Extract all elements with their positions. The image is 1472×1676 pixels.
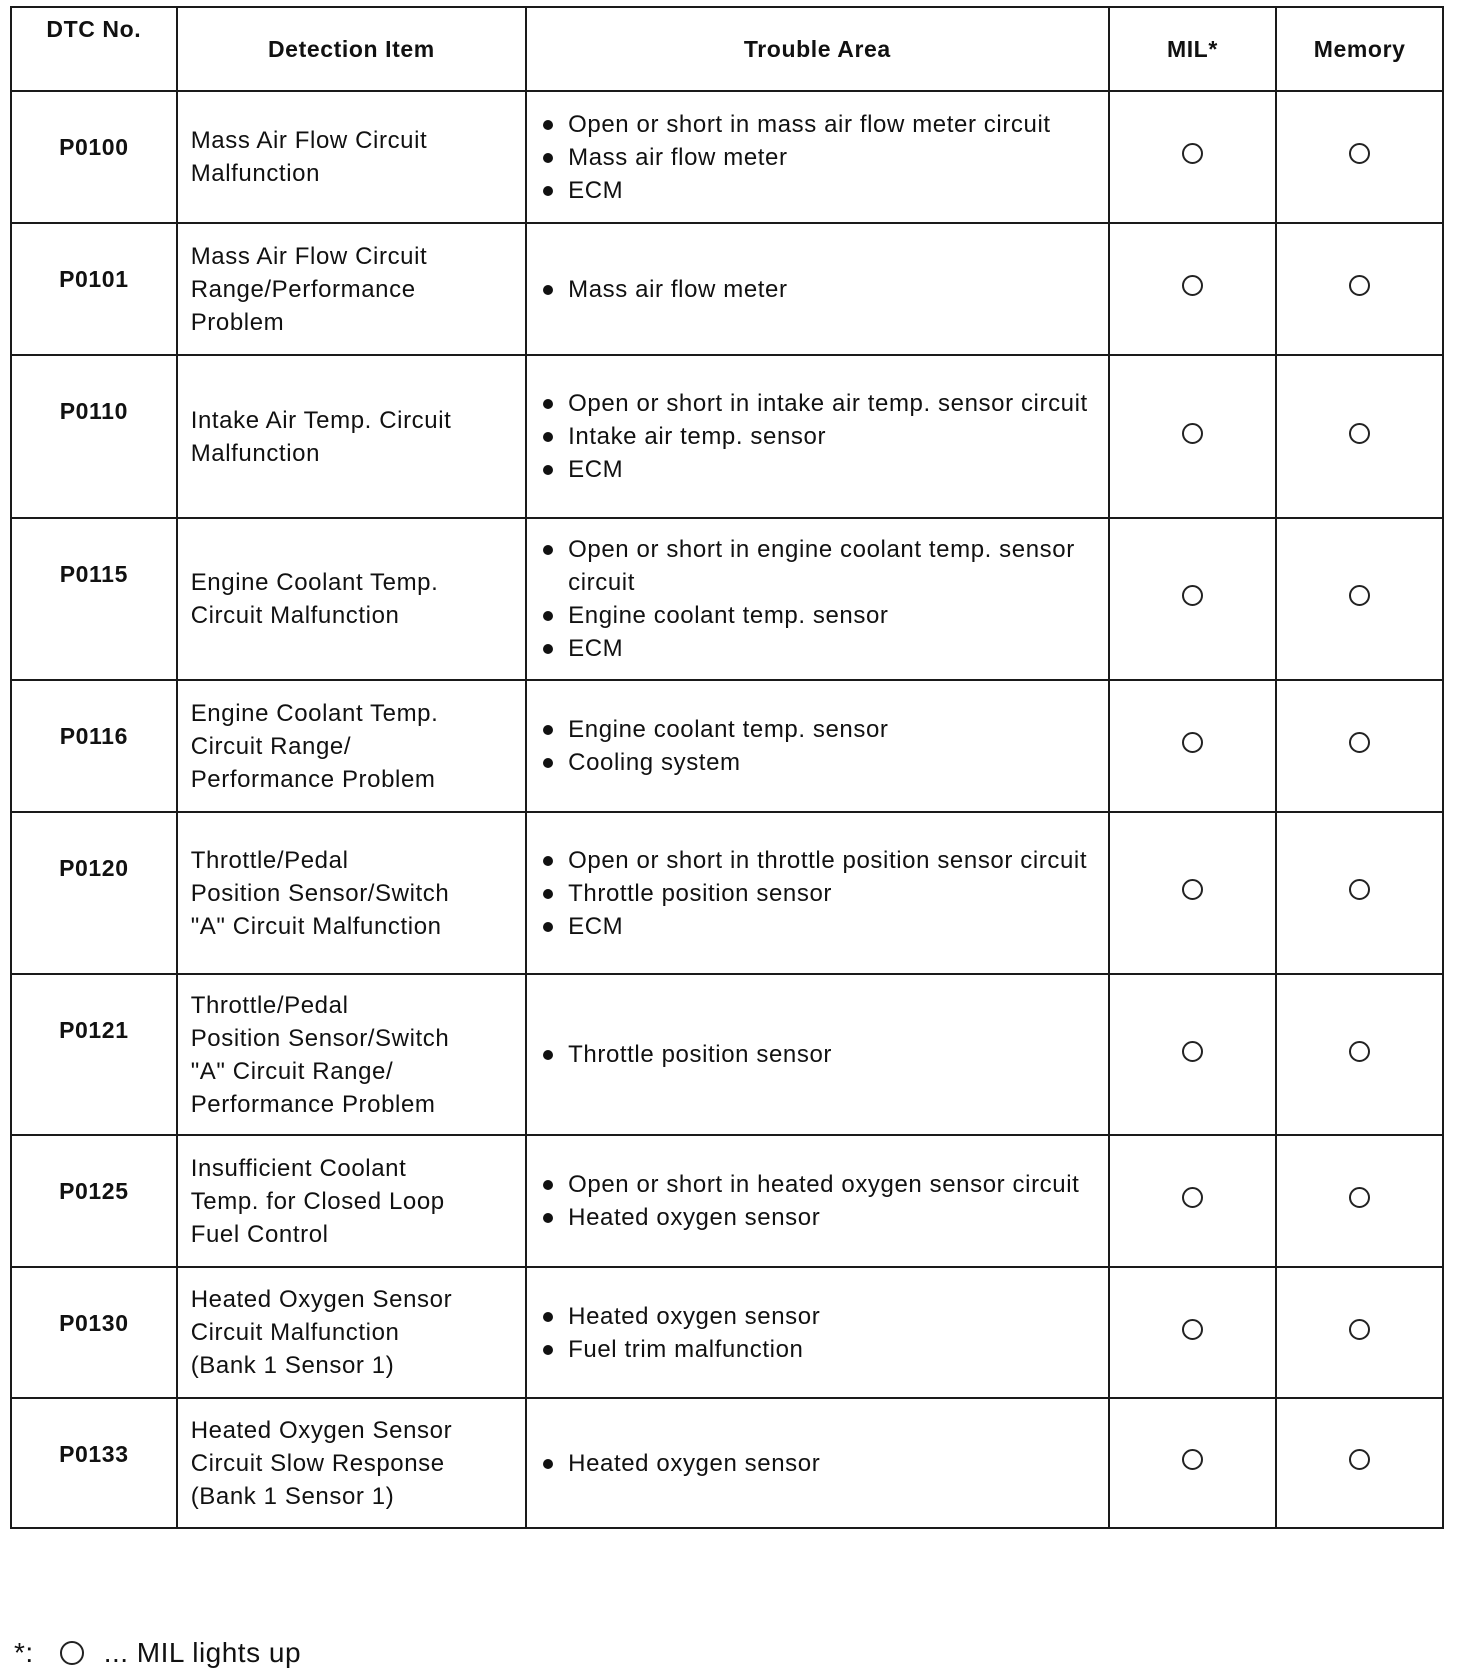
- trouble-area-item: [541, 877, 1097, 910]
- detection-item: [177, 812, 526, 974]
- trouble-area-text: Mass air flow meter: [568, 143, 788, 171]
- header-detection-item: Detection Item: [177, 7, 526, 91]
- bullet-icon: [543, 432, 553, 442]
- detection-item-line: Malfunction: [190, 160, 321, 187]
- detection-item-line: Throttle/Pedal: [190, 991, 349, 1019]
- detection-item: [177, 223, 526, 355]
- detection-item-line: (Bank 1 Sensor 1): [190, 1352, 395, 1379]
- trouble-area-item: [541, 453, 1097, 486]
- detection-item-line: Heated Oxygen Sensor: [190, 1416, 453, 1444]
- memory-cell: [1276, 974, 1443, 1135]
- trouble-area-text: Mass air flow meter: [568, 275, 788, 303]
- trouble-area-list: [541, 273, 1097, 306]
- detection-item-line: Mass Air Flow Circuit: [190, 127, 428, 154]
- trouble-area-text: Fuel trim malfunction: [568, 1335, 804, 1363]
- table-header: [11, 7, 1443, 91]
- circle-mark-icon: [1349, 879, 1370, 900]
- trouble-area-item: [541, 108, 1097, 141]
- mil-cell: [1109, 1398, 1277, 1528]
- bullet-icon: [543, 399, 553, 409]
- detection-item-line: Heated Oxygen Sensor: [190, 1286, 453, 1313]
- header-dtc-no: DTC No.: [11, 7, 177, 91]
- trouble-area-item: [541, 533, 1097, 599]
- trouble-area-text: ECM: [568, 635, 624, 662]
- trouble-area: [526, 518, 1108, 680]
- dtc-code: P0130: [11, 1267, 177, 1398]
- trouble-area-item: [541, 420, 1097, 453]
- trouble-area-text: Heated oxygen sensor: [568, 1302, 821, 1330]
- memory-cell: [1276, 355, 1443, 518]
- memory-cell: [1276, 1267, 1443, 1398]
- trouble-area-text: ECM: [568, 176, 624, 204]
- trouble-area-item: [541, 746, 1097, 779]
- dtc-code: P0125: [11, 1135, 177, 1267]
- trouble-area-list: [541, 1447, 1097, 1480]
- circle-mark-icon: [1182, 585, 1203, 606]
- header-row: [11, 7, 1443, 91]
- detection-item: [177, 1398, 526, 1528]
- circle-mark-icon: [1349, 1187, 1370, 1208]
- trouble-area-text: Intake air temp. sensor: [568, 423, 827, 450]
- trouble-area: [526, 355, 1108, 518]
- trouble-area-item: [541, 141, 1097, 174]
- circle-mark-icon: [1182, 1187, 1203, 1208]
- trouble-area: [526, 223, 1108, 355]
- circle-mark-icon: [1182, 143, 1203, 164]
- memory-cell: [1276, 518, 1443, 680]
- header-mil: MIL*: [1109, 7, 1277, 91]
- table-body: [11, 91, 1443, 1528]
- trouble-area-item: [541, 273, 1097, 306]
- trouble-area-text: Open or short in engine coolant temp. sensor circuit: [568, 536, 1075, 596]
- detection-item: [177, 355, 526, 518]
- bullet-icon: [543, 120, 553, 130]
- dtc-code: P0101: [11, 223, 177, 355]
- trouble-area-item: [541, 1201, 1097, 1234]
- trouble-area-text: ECM: [568, 912, 624, 940]
- detection-item-line: Range/Performance: [190, 275, 416, 303]
- detection-item-line: Performance Problem: [190, 1090, 436, 1118]
- bullet-icon: [543, 725, 553, 735]
- trouble-area-list: [541, 844, 1097, 943]
- detection-item: [177, 91, 526, 223]
- bullet-icon: [543, 611, 553, 621]
- memory-cell: [1276, 91, 1443, 223]
- mil-cell: [1109, 974, 1277, 1135]
- bullet-icon: [543, 1180, 553, 1190]
- dtc-code: P0133: [11, 1398, 177, 1528]
- trouble-area: [526, 1135, 1108, 1267]
- circle-mark-icon: [1349, 585, 1370, 606]
- circle-mark-icon: [1349, 1041, 1370, 1062]
- mil-cell: [1109, 518, 1277, 680]
- trouble-area: [526, 812, 1108, 974]
- bullet-icon: [543, 153, 553, 163]
- detection-item-line: Performance Problem: [190, 765, 436, 793]
- mil-cell: [1109, 223, 1277, 355]
- bullet-icon: [543, 1312, 553, 1322]
- bullet-icon: [543, 758, 553, 768]
- detection-item-line: "A" Circuit Malfunction: [190, 912, 442, 940]
- bullet-icon: [543, 465, 553, 475]
- trouble-area-item: [541, 713, 1097, 746]
- memory-cell: [1276, 1398, 1443, 1528]
- dtc-code: P0110: [11, 355, 177, 518]
- detection-item-line: "A" Circuit Range/: [190, 1057, 394, 1085]
- trouble-area: [526, 91, 1108, 223]
- table-row: [11, 812, 1443, 974]
- detection-item: [177, 1267, 526, 1398]
- detection-item-line: Engine Coolant Temp.: [190, 569, 439, 596]
- table-row: [11, 223, 1443, 355]
- trouble-area-list: [541, 1300, 1097, 1366]
- trouble-area-item: [541, 844, 1097, 877]
- table-row: [11, 680, 1443, 812]
- detection-item-line: Problem: [190, 308, 285, 336]
- trouble-area-text: Engine coolant temp. sensor: [568, 716, 889, 743]
- circle-mark-icon: [1182, 879, 1203, 900]
- bullet-icon: [543, 186, 553, 196]
- circle-mark-icon: [1349, 423, 1370, 444]
- footnote-text: ... MIL lights up: [103, 1637, 302, 1668]
- circle-mark-icon: [1182, 1041, 1203, 1062]
- dtc-code: P0115: [11, 518, 177, 680]
- header-memory: Memory: [1276, 7, 1443, 91]
- detection-item-line: Circuit Malfunction: [190, 602, 400, 629]
- table-row: [11, 91, 1443, 223]
- dtc-code: P0120: [11, 812, 177, 974]
- trouble-area-text: Throttle position sensor: [568, 1041, 832, 1068]
- detection-item: [177, 1135, 526, 1267]
- detection-item-line: Mass Air Flow Circuit: [190, 242, 428, 270]
- trouble-area-text: Heated oxygen sensor: [568, 1449, 821, 1477]
- circle-mark-icon: [1349, 143, 1370, 164]
- trouble-area-text: Engine coolant temp. sensor: [568, 602, 889, 629]
- trouble-area-item: [541, 387, 1097, 420]
- circle-mark-icon: [60, 1641, 84, 1665]
- circle-mark-icon: [1349, 732, 1370, 753]
- circle-mark-icon: [1182, 732, 1203, 753]
- circle-mark-icon: [1182, 1449, 1203, 1470]
- memory-cell: [1276, 1135, 1443, 1267]
- trouble-area-item: [541, 174, 1097, 207]
- trouble-area-item: [541, 1168, 1097, 1201]
- trouble-area-list: [541, 1168, 1097, 1234]
- circle-mark-icon: [1349, 1319, 1370, 1340]
- footnote: [14, 1637, 301, 1669]
- trouble-area-item: [541, 1333, 1097, 1366]
- footnote-asterisk: *:: [14, 1637, 34, 1668]
- memory-cell: [1276, 812, 1443, 974]
- bullet-icon: [543, 1050, 553, 1060]
- table-row: [11, 355, 1443, 518]
- trouble-area-list: [541, 387, 1097, 486]
- trouble-area: [526, 974, 1108, 1135]
- trouble-area: [526, 1398, 1108, 1528]
- trouble-area-text: Cooling system: [568, 749, 741, 776]
- detection-item-line: Position Sensor/Switch: [190, 1024, 450, 1052]
- dtc-table: [10, 6, 1444, 1529]
- trouble-area-text: Heated oxygen sensor: [568, 1204, 821, 1231]
- trouble-area: [526, 1267, 1108, 1398]
- circle-mark-icon: [1182, 423, 1203, 444]
- table-row: [11, 518, 1443, 680]
- memory-cell: [1276, 223, 1443, 355]
- trouble-area-item: [541, 1038, 1097, 1071]
- trouble-area-item: [541, 632, 1097, 665]
- mil-cell: [1109, 1135, 1277, 1267]
- detection-item: [177, 518, 526, 680]
- circle-mark-icon: [1349, 1449, 1370, 1470]
- header-trouble-area: Trouble Area: [526, 7, 1108, 91]
- trouble-area-list: [541, 1038, 1097, 1071]
- detection-item-line: Temp. for Closed Loop: [190, 1187, 445, 1215]
- trouble-area-list: [541, 713, 1097, 779]
- detection-item-line: Circuit Slow Response: [190, 1449, 445, 1477]
- bullet-icon: [543, 1345, 553, 1355]
- bullet-icon: [543, 856, 553, 866]
- trouble-area-item: [541, 1300, 1097, 1333]
- detection-item-line: Intake Air Temp. Circuit: [190, 406, 452, 434]
- table-row: [11, 974, 1443, 1135]
- circle-mark-icon: [1349, 275, 1370, 296]
- detection-item: [177, 680, 526, 812]
- mil-cell: [1109, 680, 1277, 812]
- table-row: [11, 1135, 1443, 1267]
- trouble-area-list: [541, 533, 1097, 665]
- bullet-icon: [543, 1213, 553, 1223]
- trouble-area-text: Open or short in heated oxygen sensor circuit: [568, 1171, 1080, 1198]
- bullet-icon: [543, 545, 553, 555]
- trouble-area: [526, 680, 1108, 812]
- trouble-area-list: [541, 108, 1097, 207]
- trouble-area-text: Open or short in mass air flow meter circuit: [568, 110, 1051, 138]
- detection-item: [177, 974, 526, 1135]
- circle-mark-icon: [1182, 275, 1203, 296]
- detection-item-line: Throttle/Pedal: [190, 846, 349, 874]
- table-row: [11, 1398, 1443, 1528]
- detection-item-line: (Bank 1 Sensor 1): [190, 1482, 395, 1510]
- trouble-area-item: [541, 910, 1097, 943]
- bullet-icon: [543, 644, 553, 654]
- mil-cell: [1109, 91, 1277, 223]
- circle-mark-icon: [1182, 1319, 1203, 1340]
- trouble-area-text: Open or short in throttle position sensor circuit: [568, 846, 1088, 874]
- detection-item-line: Insufficient Coolant: [190, 1154, 407, 1182]
- bullet-icon: [543, 889, 553, 899]
- detection-item-line: Malfunction: [190, 439, 321, 467]
- trouble-area-item: [541, 599, 1097, 632]
- memory-cell: [1276, 680, 1443, 812]
- table-row: [11, 1267, 1443, 1398]
- bullet-icon: [543, 285, 553, 295]
- detection-item-line: Circuit Malfunction: [190, 1319, 400, 1346]
- trouble-area-text: ECM: [568, 456, 624, 483]
- mil-cell: [1109, 812, 1277, 974]
- detection-item-line: Position Sensor/Switch: [190, 879, 450, 907]
- detection-item-line: Circuit Range/: [190, 732, 352, 760]
- bullet-icon: [543, 922, 553, 932]
- trouble-area-item: [541, 1447, 1097, 1480]
- dtc-code: P0116: [11, 680, 177, 812]
- dtc-code: P0100: [11, 91, 177, 223]
- dtc-code: P0121: [11, 974, 177, 1135]
- mil-cell: [1109, 1267, 1277, 1398]
- detection-item-line: Fuel Control: [190, 1220, 329, 1248]
- mil-cell: [1109, 355, 1277, 518]
- detection-item-line: Engine Coolant Temp.: [190, 699, 439, 727]
- trouble-area-text: Throttle position sensor: [568, 879, 832, 907]
- bullet-icon: [543, 1459, 553, 1469]
- trouble-area-text: Open or short in intake air temp. sensor circuit: [568, 390, 1088, 417]
